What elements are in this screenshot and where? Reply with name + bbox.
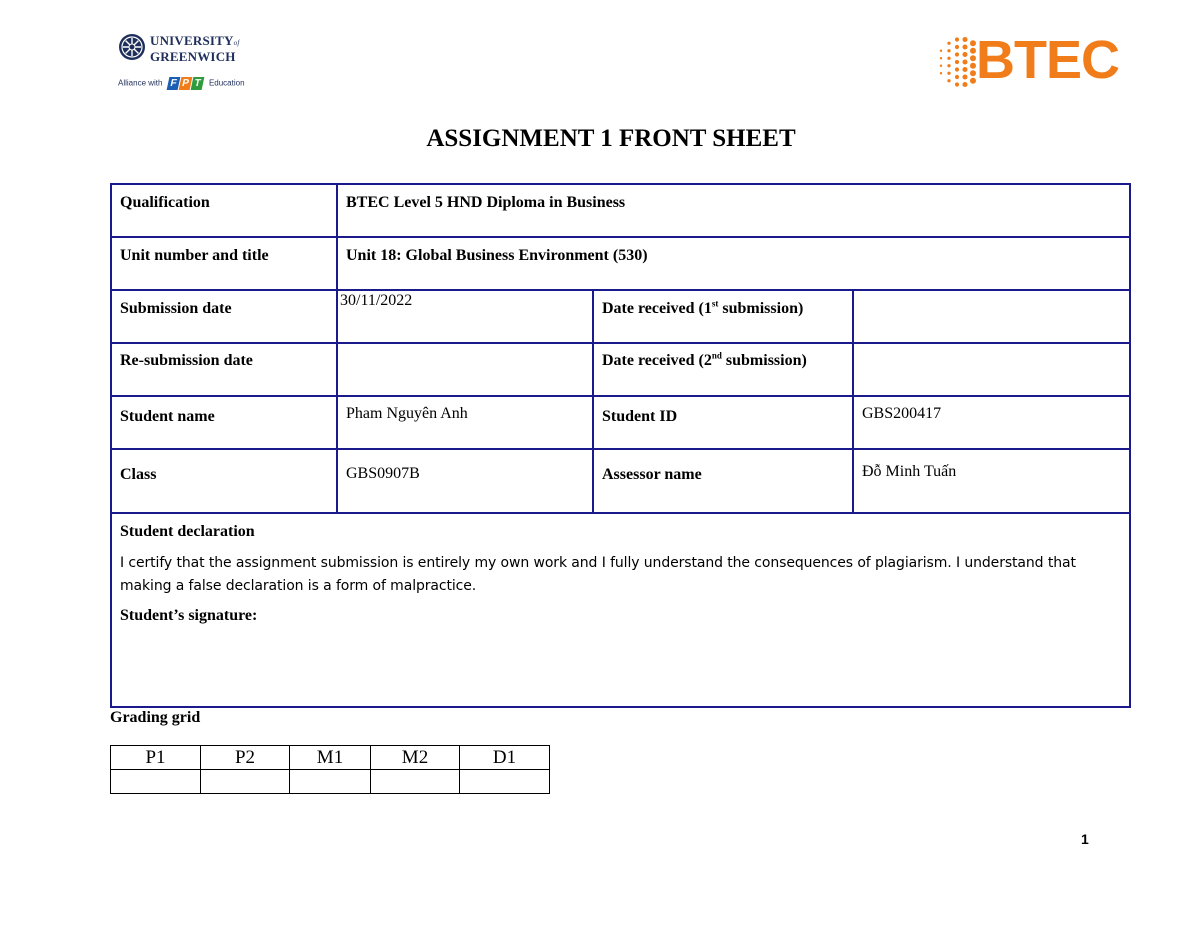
grade-header-p1: P1 (111, 746, 201, 770)
grade-cell-d1[interactable] (460, 770, 550, 794)
btec-dots-icon (936, 34, 976, 90)
btec-dot (947, 57, 950, 60)
btec-dot (947, 72, 950, 75)
resubmission-label: Re-submission date (111, 343, 337, 396)
grading-grid-label: Grading grid (110, 709, 201, 726)
assessor-value[interactable]: Đỗ Minh Tuấn (853, 449, 1130, 513)
btec-dot (955, 67, 959, 71)
student-row (111, 396, 1130, 449)
grade-cell-p2[interactable] (201, 770, 290, 794)
resubmission-row (111, 343, 1130, 396)
btec-dot (940, 57, 942, 59)
unit-value: Unit 18: Global Business Environment (530) (337, 237, 1130, 290)
declaration-text: I certify that the assignment submission is entirely my own work and I fully understand the consequences of plagiarism. I understand that making a false declaration is a form of malpractice. (120, 555, 1076, 594)
crest-icon (118, 33, 146, 61)
student-name-label: Student name (111, 396, 337, 449)
student-id-value[interactable]: GBS200417 (853, 396, 1130, 449)
btec-dot (955, 37, 959, 41)
grade-header-p2: P2 (201, 746, 290, 770)
declaration-row (111, 513, 1130, 707)
signature-label: Student’s signature: (120, 607, 258, 624)
btec-dot (947, 64, 950, 67)
btec-dot (947, 49, 950, 52)
declaration-heading: Student declaration (120, 523, 255, 540)
btec-dot (955, 45, 959, 49)
btec-dot (962, 52, 967, 57)
class-row (111, 449, 1130, 513)
btec-logo (936, 30, 1120, 90)
date-received-1-label: Date received (1st submission) (593, 290, 853, 343)
btec-dot (940, 50, 942, 52)
student-id-label: Student ID (593, 396, 853, 449)
alliance-line: Alliance with F P T Education (118, 78, 245, 89)
qualification-value: BTEC Level 5 HND Diploma in Business (337, 184, 1130, 237)
btec-dot (962, 59, 967, 64)
btec-dot (955, 60, 959, 64)
resubmission-value[interactable] (337, 343, 593, 396)
declaration-cell (111, 513, 1130, 707)
university-of-greenwich-logo (118, 33, 248, 95)
btec-dot (947, 79, 950, 82)
btec-dot (962, 74, 967, 79)
btec-dot (962, 82, 967, 87)
btec-dot (940, 65, 942, 67)
university-name: UNIVERSITYof GREENWICH (150, 33, 240, 64)
grade-header-d1: D1 (460, 746, 550, 770)
grade-header-m2: M2 (371, 746, 460, 770)
unit-label: Unit number and title (111, 237, 337, 290)
btec-dot (962, 44, 967, 49)
grading-grid (110, 745, 550, 794)
date-received-2-label: Date received (2nd submission) (593, 343, 853, 396)
date-received-1-value[interactable] (853, 290, 1130, 343)
qualification-label: Qualification (111, 184, 337, 237)
page-title: ASSIGNMENT 1 FRONT SHEET (426, 125, 796, 152)
btec-dot (962, 37, 967, 42)
btec-dot (947, 42, 950, 45)
fpt-logo: F P T (168, 77, 204, 90)
btec-dot (940, 72, 942, 74)
grade-cell-m2[interactable] (371, 770, 460, 794)
btec-dot (955, 82, 959, 86)
page-number: 1 (1081, 831, 1089, 847)
submission-date-value[interactable]: 30/11/2022 (337, 290, 593, 343)
submission-date-label: Submission date (111, 290, 337, 343)
btec-dot (962, 67, 967, 72)
grading-header-row (111, 746, 550, 770)
grading-value-row (111, 770, 550, 794)
grade-header-m1: M1 (290, 746, 371, 770)
grade-cell-m1[interactable] (290, 770, 371, 794)
submission-row (111, 290, 1130, 343)
class-label: Class (111, 449, 337, 513)
front-sheet-table (110, 183, 1131, 708)
assessor-label: Assessor name (593, 449, 853, 513)
grade-cell-p1[interactable] (111, 770, 201, 794)
date-received-2-value[interactable] (853, 343, 1130, 396)
student-name-value[interactable]: Pham Nguyên Anh (337, 396, 593, 449)
qualification-row (111, 184, 1130, 237)
btec-wordmark: BTEC (976, 30, 1119, 90)
class-value[interactable]: GBS0907B (337, 449, 593, 513)
btec-dot (955, 52, 959, 56)
unit-row (111, 237, 1130, 290)
btec-dot (955, 75, 959, 79)
